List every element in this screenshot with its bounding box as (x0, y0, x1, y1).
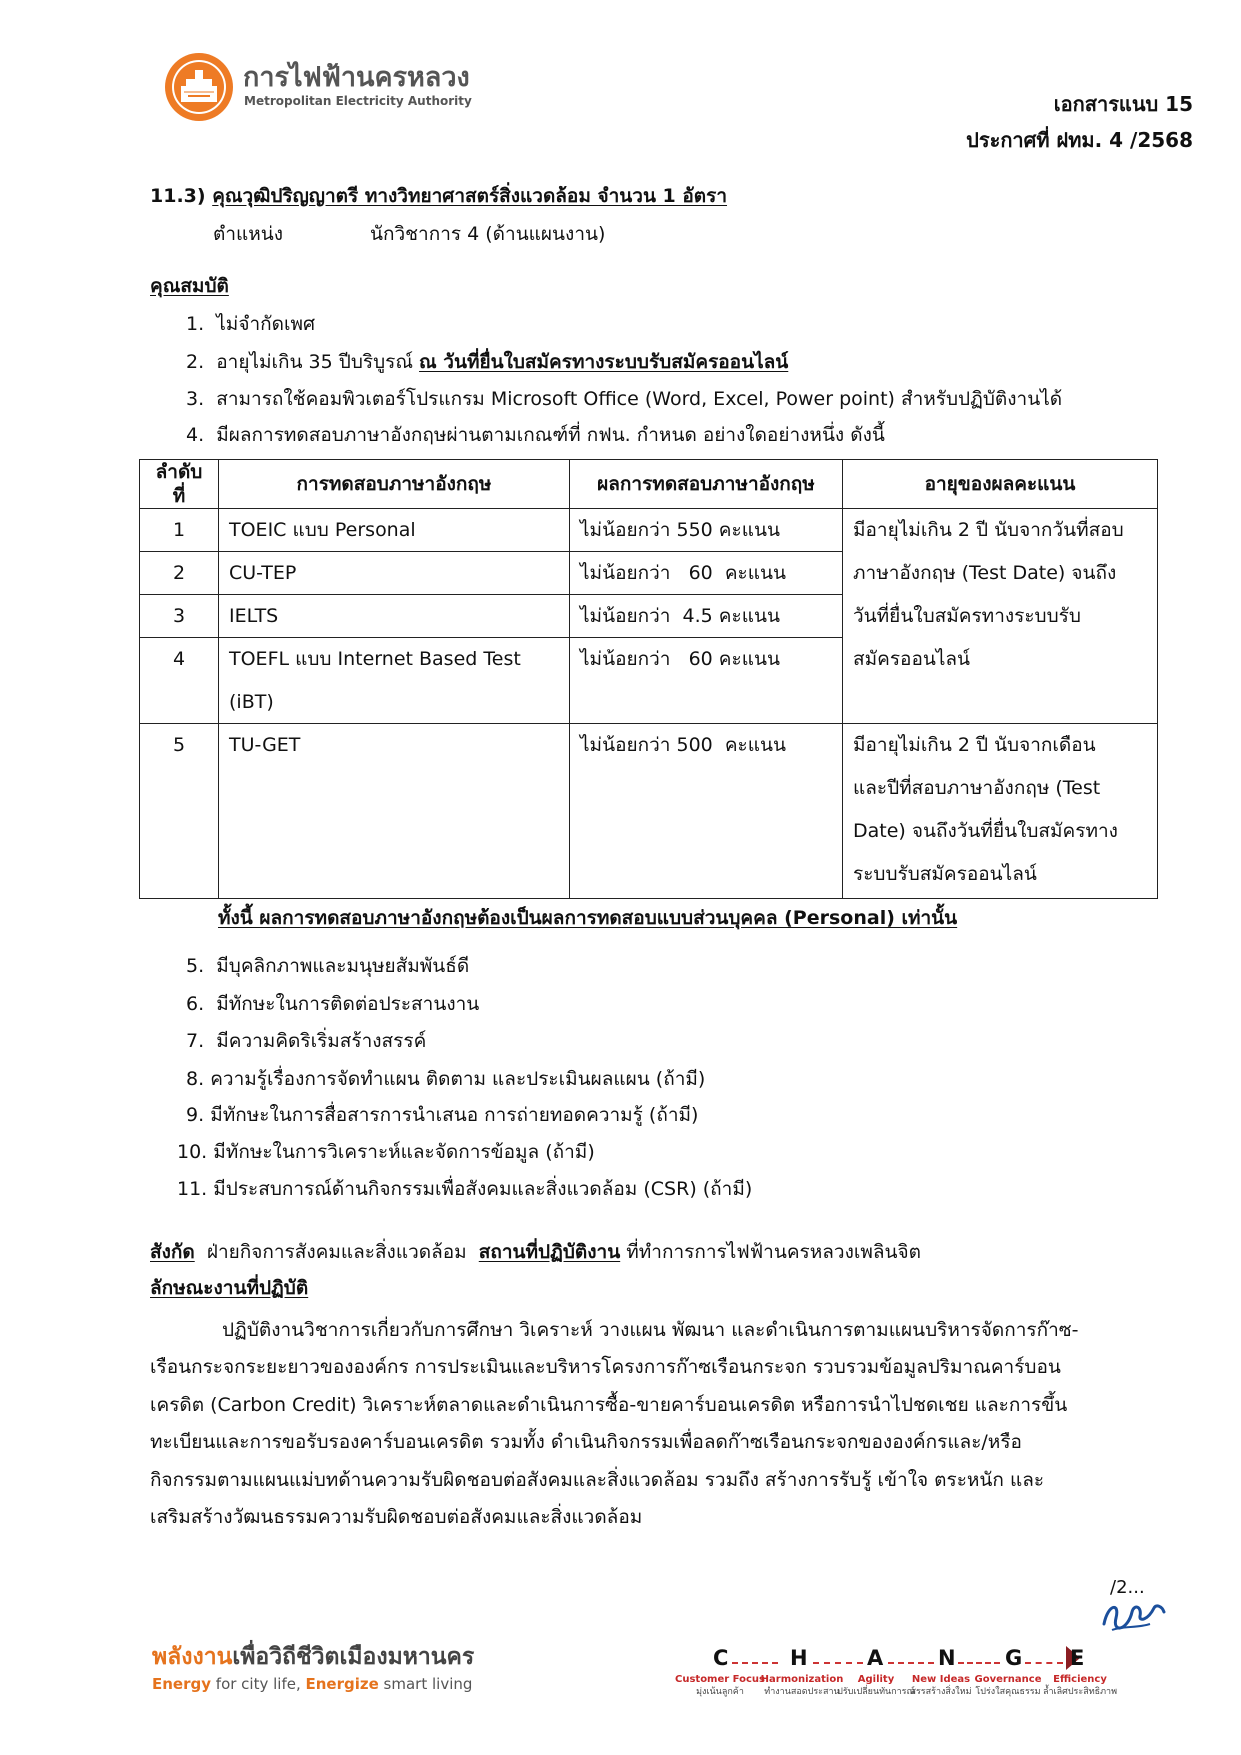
change-label: Efficiency (1053, 1674, 1107, 1685)
cell-test: IELTS (219, 595, 570, 638)
table-row (140, 724, 1158, 899)
list-item: 1. ไม่จำกัดเพศ (186, 313, 316, 335)
header-validity: อายุของผลคะแนน (843, 460, 1158, 509)
org-name-th: การไฟฟ้านครหลวง (243, 62, 470, 93)
change-letter: G (1005, 1646, 1023, 1670)
change-sub: โปร่งใสคุณธรรม (975, 1687, 1041, 1697)
list-item: 4. มีผลการทดสอบภาษาอังกฤษผ่านตามเกณฑ์ที่ กฟน. กำหนด อย่างใดอย่างหนึ่ง ดังนี้ (186, 424, 885, 446)
job-line: กิจกรรมตามแผนแม่บทด้านความรับผิดชอบต่อสังคมและสิ่งแวดล้อม รวมถึง สร้างการรับรู้ เข้าใจ ตระหนัก และ (150, 1469, 1045, 1491)
workplace-label: สถานที่ปฏิบัติงาน (478, 1241, 621, 1263)
list-item: 7. มีความคิดริเริ่มสร้างสรรค์ (186, 1030, 427, 1052)
position-label: ตำแหน่ง (213, 223, 284, 245)
section-title: คุณวุฒิปริญญาตรี ทางวิทยาศาสตร์สิ่งแวดล้อม จำนวน 1 อัตรา (212, 185, 728, 207)
cell-validity-5: มีอายุไม่เกิน 2 ปี นับจากเดือน และปีที่สอบภาษาอังกฤษ (Test Date) จนถึงวันที่ยื่นใบสมัครทาง ระบบรับสมัครออนไลน์ (843, 724, 1158, 899)
mea-logo (164, 52, 234, 122)
section-number: 11.3) (150, 185, 206, 207)
list-item: 9. มีทักษะในการสื่อสารการนำเสนอ การถ่ายทอดความรู้ (ถ้ามี) (186, 1104, 699, 1126)
org-name-en: Metropolitan Electricity Authority (244, 94, 472, 108)
table-header-row (140, 460, 1158, 509)
english-test-table (139, 459, 1158, 899)
change-sub: ปรับเปลี่ยนทันการณ์ (837, 1687, 915, 1697)
change-letter: H (790, 1646, 808, 1670)
change-label: New Ideas (911, 1674, 971, 1685)
change-sub: สรรสร้างสิ่งใหม่ (910, 1687, 972, 1697)
footer-slogan-en: Energy for city life, Energize smart living (152, 1675, 473, 1693)
job-title: ลักษณะงานที่ปฏิบัติ (150, 1277, 309, 1299)
section-heading (150, 184, 727, 208)
position-value: นักวิชาการ 4 (ด้านแผนงาน) (370, 223, 606, 245)
list-item: 11. มีประสบการณ์ด้านกิจกรรมเพื่อสังคมและสิ่งแวดล้อม (CSR) (ถ้ามี) (177, 1178, 753, 1200)
change-letter: E (1070, 1646, 1085, 1670)
cell-score: ไม่น้อยกว่า 550 คะแนน (570, 509, 843, 552)
change-letter: C (713, 1646, 729, 1670)
cell-score: ไม่น้อยกว่า 4.5 คะแนน (570, 595, 843, 638)
affiliation-value: ฝ่ายกิจการสังคมและสิ่งแวดล้อม (206, 1241, 467, 1263)
list-item: 5. มีบุคลิกภาพและมนุษยสัมพันธ์ดี (186, 955, 470, 977)
list-item: 8. ความรู้เรื่องการจัดทำแผน ติดตาม และประเมินผลแผน (ถ้ามี) (186, 1068, 706, 1090)
cell-score: ไม่น้อยกว่า 60 คะแนน (570, 638, 843, 724)
header-score: ผลการทดสอบภาษาอังกฤษ (570, 460, 843, 509)
affiliation-line (150, 1240, 921, 1264)
header-no: ลำดับที่ (140, 460, 219, 509)
attachment-number: เอกสารแนบ 15 (1053, 92, 1193, 116)
list-item: 2. อายุไม่เกิน 35 ปีบริบูรณ์ ณ วันที่ยื่นใบสมัครทางระบบรับสมัครออนไลน์ (186, 351, 789, 373)
cell-no: 3 (140, 595, 219, 638)
qualifications-title: คุณสมบัติ (150, 275, 229, 297)
cell-no: 4 (140, 638, 219, 724)
job-line: เครดิต (Carbon Credit) วิเคราะห์ตลาดและดำเนินการซื้อ-ขายคาร์บอนเครดิต หรือการนำไปชดเชย และการขึ้น (150, 1394, 1068, 1416)
job-line: เรือนกระจกระยะยาวขององค์กร การประเมินและบริหารโครงการก๊าซเรือนกระจก รวบรวมข้อมูลปริมาณคาร์บอน (150, 1356, 1061, 1378)
announcement-number: ประกาศที่ ฝทม. 4 /2568 (966, 128, 1193, 152)
list-item: 6. มีทักษะในการติดต่อประสานงาน (186, 993, 480, 1015)
cell-no: 5 (140, 724, 219, 899)
cell-validity-1-4: มีอายุไม่เกิน 2 ปี นับจากวันที่สอบ ภาษาอังกฤษ (Test Date) จนถึง วันที่ยื่นใบสมัครทางระบบรับ สมัครออนไลน์ (843, 509, 1158, 724)
header-test: การทดสอบภาษาอังกฤษ (219, 460, 570, 509)
change-label: Customer Focus (675, 1674, 765, 1685)
list-item: 3. สามารถใช้คอมพิวเตอร์โปรแกรม Microsoft Office (Word, Excel, Power point) สำหรับปฏิบัติงานได้ (186, 388, 1063, 410)
change-sub: มุ่งเน้นลูกค้า (696, 1687, 744, 1697)
table-note: ทั้งนี้ ผลการทดสอบภาษาอังกฤษต้องเป็นผลการทดสอบแบบส่วนบุคคล (Personal) เท่านั้น (218, 907, 958, 929)
job-line: เสริมสร้างวัฒนธรรมความรับผิดชอบต่อสังคมและสิ่งแวดล้อม (150, 1506, 643, 1528)
cell-test: TU-GET (219, 724, 570, 899)
footer-slogan-th: พลังงานเพื่อวิถีชีวิตเมืองมหานคร (152, 1644, 475, 1670)
table-row (140, 509, 1158, 552)
cell-test: TOEIC แบบ Personal (219, 509, 570, 552)
job-line: ทะเบียนและการขอรับรองคาร์บอนเครดิต รวมทั้ง ดำเนินกิจกรรมเพื่อลดก๊าซเรือนกระจกขององค์กรและ/หรือ (150, 1431, 1022, 1453)
cell-test: CU-TEP (219, 552, 570, 595)
change-label: Governance (974, 1674, 1042, 1685)
list-item: 10. มีทักษะในการวิเคราะห์และจัดการข้อมูล (ถ้ามี) (177, 1141, 595, 1163)
signature-image (1098, 1594, 1170, 1634)
cell-score: ไม่น้อยกว่า 60 คะแนน (570, 552, 843, 595)
cell-no: 1 (140, 509, 219, 552)
change-letter: N (938, 1646, 956, 1670)
workplace-value: ที่ทำการการไฟฟ้านครหลวงเพลินจิต (626, 1241, 921, 1263)
cell-test: TOEFL แบบ Internet Based Test (iBT) (219, 638, 570, 724)
cell-no: 2 (140, 552, 219, 595)
change-label: Harmonization (760, 1674, 844, 1685)
job-line: ปฏิบัติงานวิชาการเกี่ยวกับการศึกษา วิเคราะห์ วางแผน พัฒนา และดำเนินการตามแผนบริหารจัดการก๊าซ- (222, 1319, 1079, 1341)
change-sub: ทำงานสอดประสาน (764, 1687, 840, 1697)
cell-score: ไม่น้อยกว่า 500 คะแนน (570, 724, 843, 899)
change-letter: A (867, 1646, 884, 1670)
affiliation-label: สังกัด (150, 1241, 195, 1263)
change-label: Agility (857, 1674, 895, 1685)
change-sub: ล้ำเลิศประสิทธิภาพ (1042, 1687, 1118, 1697)
page-marker: /2... (1110, 1577, 1145, 1598)
